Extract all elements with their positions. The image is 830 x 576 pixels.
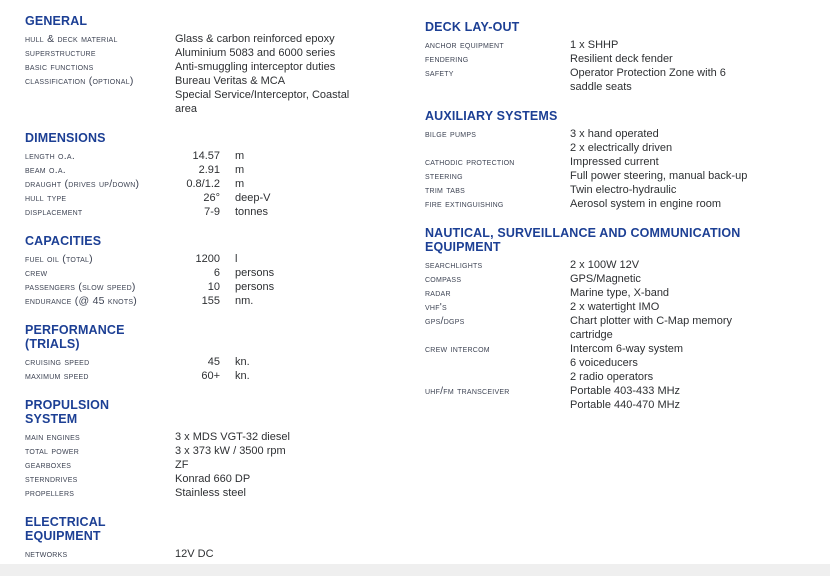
spec-row <box>25 149 413 163</box>
spec-value <box>570 155 825 169</box>
spec-row <box>425 286 825 300</box>
spec-row <box>425 314 825 342</box>
spec-label: bilge pumps <box>425 128 477 140</box>
spec-value-line: Bureau Veritas & MCA <box>175 75 286 87</box>
spec-value-line: Impressed current <box>570 156 659 168</box>
section-title <box>25 515 413 543</box>
left-column <box>25 14 413 561</box>
spec-label: endurance (@ 45 knots) <box>25 295 138 307</box>
spec-row <box>425 52 825 66</box>
spec-label: uhf/fm transceiver <box>425 385 510 397</box>
spec-label: fendering <box>425 53 469 65</box>
section-dimensions <box>25 131 413 219</box>
spec-label: compass <box>425 273 462 285</box>
spec-value-number: 0.8/1.2 <box>186 178 220 190</box>
spec-value-line: GPS/Magnetic <box>570 273 641 285</box>
spec-row <box>25 163 413 177</box>
spec-row <box>25 486 413 500</box>
spec-value <box>570 286 825 300</box>
spec-value-line: Portable 403-433 MHz <box>570 385 681 397</box>
spec-value-unit: deep-V <box>235 192 271 204</box>
spec-value <box>175 486 413 500</box>
spec-value <box>175 46 413 60</box>
section-title-line: PROPULSION <box>25 398 110 412</box>
spec-value-line: Full power steering, manual back-up <box>570 170 748 182</box>
spec-value-number: 14.57 <box>192 150 220 162</box>
spec-value-unit: m <box>235 150 245 162</box>
spec-value <box>175 547 413 561</box>
spec-value-line: Operator Protection Zone with 6 <box>570 67 726 79</box>
spec-row <box>25 205 413 219</box>
spec-label: trim tabs <box>425 184 466 196</box>
spec-row <box>25 266 413 280</box>
section-title <box>25 131 413 145</box>
spec-row <box>425 342 825 384</box>
section-title <box>25 14 413 28</box>
spec-row <box>25 74 413 116</box>
spec-row <box>25 547 413 561</box>
spec-value-number: 60+ <box>201 370 220 382</box>
spec-label: classification (optional) <box>25 75 134 87</box>
spec-value-line: Twin electro-hydraulic <box>570 184 677 196</box>
spec-label: length o.a. <box>25 150 76 162</box>
spec-value-line: Anti-smuggling interceptor duties <box>175 61 336 73</box>
spec-value <box>570 384 825 412</box>
spec-row <box>25 177 413 191</box>
spec-value-line: 3 x hand operated <box>570 128 659 140</box>
spec-value <box>175 60 413 74</box>
section-title <box>25 323 413 351</box>
spec-value <box>175 32 413 46</box>
spec-value-line: Glass & carbon reinforced epoxy <box>175 33 335 45</box>
spec-label: fire extinguishing <box>425 198 504 210</box>
spec-value <box>570 183 825 197</box>
spec-value <box>570 314 825 342</box>
spec-value-line: 3 x MDS VGT-32 diesel <box>175 431 290 443</box>
spec-value-line: Special Service/Interceptor, Coastal <box>175 89 350 101</box>
section-title-line: (TRIALS) <box>25 337 80 351</box>
spec-row <box>425 272 825 286</box>
footer-bar <box>0 564 830 576</box>
spec-value-line: saddle seats <box>570 81 632 93</box>
spec-row <box>25 458 413 472</box>
spec-value-line: Chart plotter with C-Map memory <box>570 315 732 327</box>
spec-label: hull type <box>25 192 67 204</box>
spec-label: cathodic protection <box>425 156 515 168</box>
spec-value-line: Aluminium 5083 and 6000 series <box>175 47 336 59</box>
right-column <box>425 20 825 412</box>
spec-row <box>25 191 413 205</box>
spec-value <box>175 472 413 486</box>
spec-row <box>25 369 413 383</box>
section-title-line: DIMENSIONS <box>25 131 106 145</box>
spec-row <box>425 183 825 197</box>
spec-label: propellers <box>25 487 75 499</box>
spec-row <box>425 38 825 52</box>
spec-label: maximum speed <box>25 370 89 382</box>
spec-label: passengers (slow speed) <box>25 281 136 293</box>
section-title-line: EQUIPMENT <box>25 529 101 543</box>
section-capacities <box>25 234 413 308</box>
spec-row <box>425 258 825 272</box>
spec-value-number: 26° <box>203 192 220 204</box>
spec-value-line: 3 x 373 kW / 3500 rpm <box>175 445 286 457</box>
spec-value-line: 12V DC <box>175 548 214 560</box>
section-title <box>425 109 825 123</box>
section-title-line: CAPACITIES <box>25 234 102 248</box>
spec-row <box>25 355 413 369</box>
spec-label: basic functions <box>25 61 94 73</box>
section-title-line: NAUTICAL, SURVEILLANCE AND COMMUNICATION <box>425 226 741 240</box>
spec-row <box>25 294 413 308</box>
spec-value-unit: persons <box>235 281 275 293</box>
spec-row <box>425 197 825 211</box>
section-title <box>25 398 413 426</box>
spec-value <box>570 38 825 52</box>
section-nautical-surveillance-and-communication <box>425 226 825 412</box>
section-title-line: SYSTEM <box>25 412 78 426</box>
spec-value <box>570 300 825 314</box>
spec-value-line: Konrad 660 DP <box>175 473 251 485</box>
spec-label: main engines <box>25 431 80 443</box>
spec-label: draught (drives up/down) <box>25 178 140 190</box>
spec-value-number: 10 <box>207 281 220 293</box>
spec-value-line: ZF <box>175 459 189 471</box>
spec-label: steering <box>425 170 463 182</box>
spec-label: anchor equipment <box>425 39 504 51</box>
spec-value-line: Intercom 6-way system <box>570 343 684 355</box>
section-title-line: DECK LAY-OUT <box>425 20 520 34</box>
spec-label: fuel oil (total) <box>25 253 93 265</box>
spec-row <box>25 280 413 294</box>
section-title-line: AUXILIARY SYSTEMS <box>425 109 558 123</box>
spec-value-line: 1 x SHHP <box>570 39 619 51</box>
spec-row <box>425 66 825 94</box>
spec-label: total power <box>25 445 80 457</box>
spec-label: hull & deck material <box>25 33 118 45</box>
spec-label: crew intercom <box>425 343 490 355</box>
spec-value-unit: persons <box>235 267 275 279</box>
spec-value-unit: m <box>235 164 245 176</box>
spec-value <box>175 430 413 444</box>
spec-row <box>425 300 825 314</box>
spec-value <box>175 74 413 116</box>
spec-value-number: 7-9 <box>204 206 220 218</box>
spec-value <box>570 197 825 211</box>
spec-label: cruising speed <box>25 356 90 368</box>
spec-label: vhf's <box>425 301 447 313</box>
spec-value-unit: l <box>235 253 238 265</box>
section-title-line: EQUIPMENT <box>425 240 501 254</box>
spec-value-line: 2 x electrically driven <box>570 142 673 154</box>
section-title <box>25 234 413 248</box>
spec-label: sterndrives <box>25 473 78 485</box>
spec-value <box>570 66 825 94</box>
spec-label: superstructure <box>25 47 96 59</box>
spec-value-line: Portable 440-470 MHz <box>570 399 681 411</box>
spec-label: gps/dgps <box>425 315 465 327</box>
spec-value-line: cartridge <box>570 329 613 341</box>
spec-row <box>25 32 413 46</box>
spec-row <box>425 384 825 412</box>
spec-label: gearboxes <box>25 459 72 471</box>
spec-value-line: Resilient deck fender <box>570 53 673 65</box>
spec-label: searchlights <box>425 259 483 271</box>
spec-row <box>25 472 413 486</box>
spec-value <box>570 272 825 286</box>
spec-value-line: Aerosol system in engine room <box>570 198 722 210</box>
section-auxiliary-systems <box>425 109 825 211</box>
spec-value <box>570 169 825 183</box>
spec-value-unit: nm. <box>235 295 254 307</box>
spec-value-line: Stainless steel <box>175 487 246 499</box>
spec-label: safety <box>425 67 454 79</box>
spec-value-unit: kn. <box>235 370 250 382</box>
spec-value-line: 2 x watertight IMO <box>570 301 660 313</box>
spec-value-unit: tonnes <box>235 206 269 218</box>
spec-value-number: 45 <box>207 356 220 368</box>
spec-value <box>570 52 825 66</box>
spec-value-line: 2 x 100W 12V <box>570 259 640 271</box>
spec-row <box>25 444 413 458</box>
spec-row <box>425 155 825 169</box>
spec-value-number: 1200 <box>195 253 220 265</box>
spec-value-number: 2.91 <box>198 164 220 176</box>
spec-value-unit: m <box>235 178 245 190</box>
section-general <box>25 14 413 116</box>
spec-value <box>175 458 413 472</box>
spec-value-line: Marine type, X-band <box>570 287 670 299</box>
spec-value <box>175 444 413 458</box>
spec-value-unit: kn. <box>235 356 250 368</box>
spec-row <box>425 169 825 183</box>
spec-value-line: 2 radio operators <box>570 371 654 383</box>
spec-label: displacement <box>25 206 83 218</box>
section-propulsion <box>25 398 413 500</box>
spec-label: beam o.a. <box>25 164 66 176</box>
spec-value <box>570 127 825 155</box>
spec-value-number: 155 <box>201 295 220 307</box>
spec-value <box>570 258 825 272</box>
section-performance <box>25 323 413 383</box>
section-title <box>425 226 825 254</box>
section-title-line: PERFORMANCE <box>25 323 125 337</box>
spec-row <box>25 430 413 444</box>
spec-row <box>25 252 413 266</box>
spec-label: networks <box>25 548 68 560</box>
spec-value <box>570 342 825 384</box>
section-deck-lay-out <box>425 20 825 94</box>
spec-row <box>25 60 413 74</box>
spec-row <box>25 46 413 60</box>
spec-value-number: 6 <box>213 267 220 279</box>
section-electrical <box>25 515 413 561</box>
section-title-line: GENERAL <box>25 14 88 28</box>
spec-value-line: 6 voiceducers <box>570 357 638 369</box>
section-title <box>425 20 825 34</box>
spec-label: radar <box>425 287 451 299</box>
spec-row <box>425 127 825 155</box>
spec-value-line: area <box>175 103 198 115</box>
section-title-line: ELECTRICAL <box>25 515 106 529</box>
spec-label: crew <box>25 267 48 279</box>
